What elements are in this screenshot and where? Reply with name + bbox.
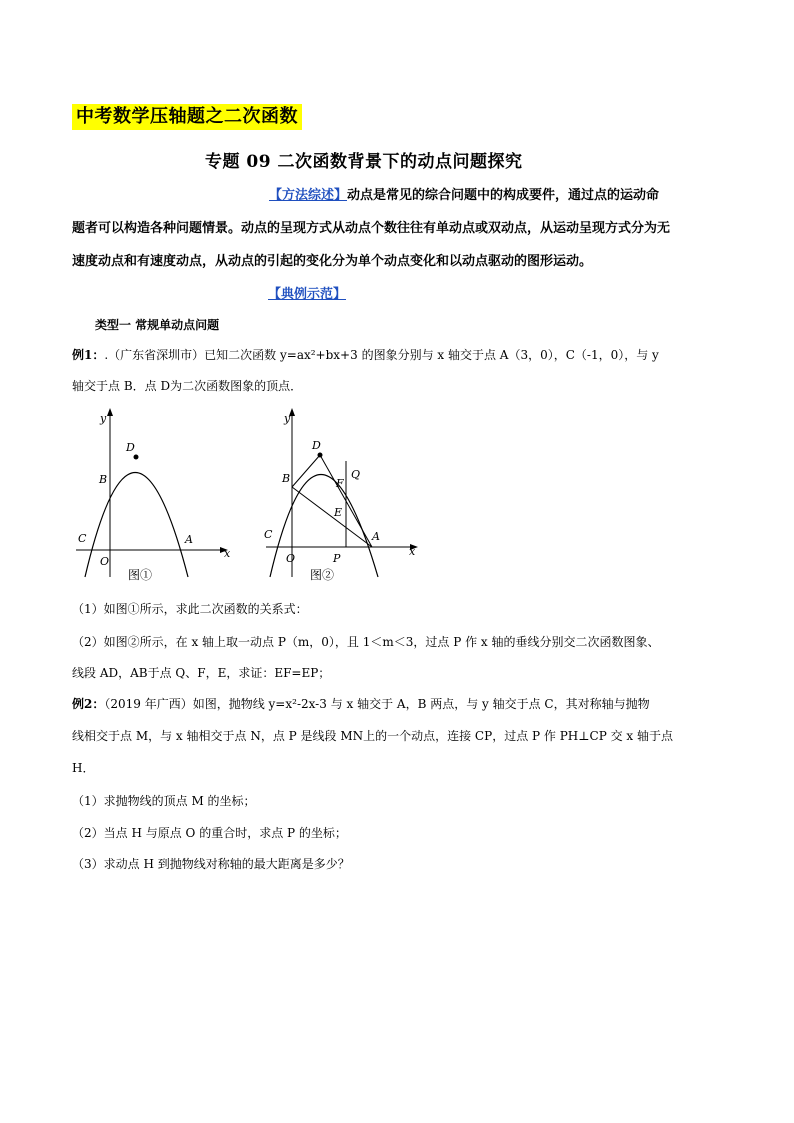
fig2-label-D: D (312, 439, 321, 452)
ex1-question-1: （1）如图①所示，求此二次函数的关系式： (72, 602, 308, 616)
method-summary-line2: 题者可以构造各种问题情景。动点的呈现方式从动点个数往往有单动点或双动点，从运动呈现方式分为无 (72, 221, 671, 236)
fig2-label-O: O (286, 552, 296, 565)
method-summary-line3: 速度动点和有速度动点，从动点的引起的变化分为单个动点变化和以动点驱动的图形运动。 (72, 254, 593, 269)
fig2-caption: 图② (310, 568, 335, 582)
ex2-text1: （2019 年广西）如图，抛物线 y=x²-2x-3 与 x 轴交于 A，B 两点，与 y 轴交于点 C，其对称轴与抛物 (104, 697, 650, 711)
fig1-label-A: A (185, 533, 193, 546)
ex2-question-3: （3）求动点 H 到抛物线对称轴的最大距离是多少？ (72, 857, 350, 871)
fig2-label-Q: Q (351, 468, 361, 481)
fig2-segment-BA (292, 487, 372, 547)
fig1-vertex-dot (134, 455, 139, 460)
ex2-question-2: （2）当点 H 与原点 O 的重合时，求点 P 的坐标； (72, 826, 347, 840)
method-summary-line1 (269, 179, 659, 212)
ex2-question-1: （1）求抛物线的顶点 M 的坐标； (72, 794, 256, 808)
fig2-label-y: y (284, 412, 291, 425)
method-summary-label: 【方法综述】 (269, 188, 348, 203)
fig2-label-A: A (372, 530, 380, 543)
ex1-text1: .（广东省深圳市）已知二次函数 y=ax²+bx+3 的图象分别与 x 轴交于点 A（3，0），C（-1，0），与 y (104, 348, 659, 362)
type-heading: 类型一 常规单动点问题 (95, 318, 220, 332)
page-title: 专题 09 二次函数背景下的动点问题探究 (205, 152, 523, 172)
ex1-question-2-line2: 线段 AD，AB于点 Q、F，E，求证：EF=EP； (72, 666, 331, 680)
fig1-label-x: x (224, 547, 231, 560)
ex1-line1 (72, 346, 659, 364)
figure-2 (262, 405, 432, 587)
fig1-label-y: y (100, 412, 107, 425)
fig1-label-O: O (100, 555, 110, 568)
example-section-label: 【典例示范】 (268, 287, 347, 302)
fig1-label-D: D (126, 441, 135, 454)
ex1-question-2-line1: （2）如图②所示，在 x 轴上取一动点 P（m，0），且 1＜m＜3，过点 P 作 x 轴的垂线分别交二次函数图象、 (72, 635, 660, 649)
fig2-label-x: x (409, 545, 416, 558)
ex2-label: 例2： (72, 697, 105, 711)
ex2-line2: 线相交于点 M，与 x 轴相交于点 N，点 P 是线段 MN上的一个动点，连接 CP，过点 P 作 PH⊥CP 交 x 轴于点 (72, 729, 673, 743)
fig2-label-F: F (336, 477, 344, 490)
fig2-label-C: C (264, 528, 273, 541)
fig2-label-E: E (334, 506, 343, 519)
ex1-line2: 轴交于点 B．点 D为二次函数图象的顶点． (72, 379, 303, 393)
fig1-caption: 图① (128, 568, 153, 582)
fig1-label-B: B (99, 473, 108, 486)
method-summary-text1: 动点是常见的综合问题中的构成要件，通过点的运动命 (347, 188, 660, 203)
ex1-label: 例1： (72, 348, 105, 362)
series-banner: 中考数学压轴题之二次函数 (72, 104, 302, 130)
fig2-label-B: B (282, 472, 291, 485)
fig2-label-P: P (333, 552, 341, 565)
fig1-label-C: C (78, 532, 87, 545)
ex2-line1 (72, 695, 650, 713)
ex2-line3: H． (72, 761, 95, 775)
fig1-y-arrow (107, 408, 113, 416)
figure-1 (72, 405, 242, 587)
